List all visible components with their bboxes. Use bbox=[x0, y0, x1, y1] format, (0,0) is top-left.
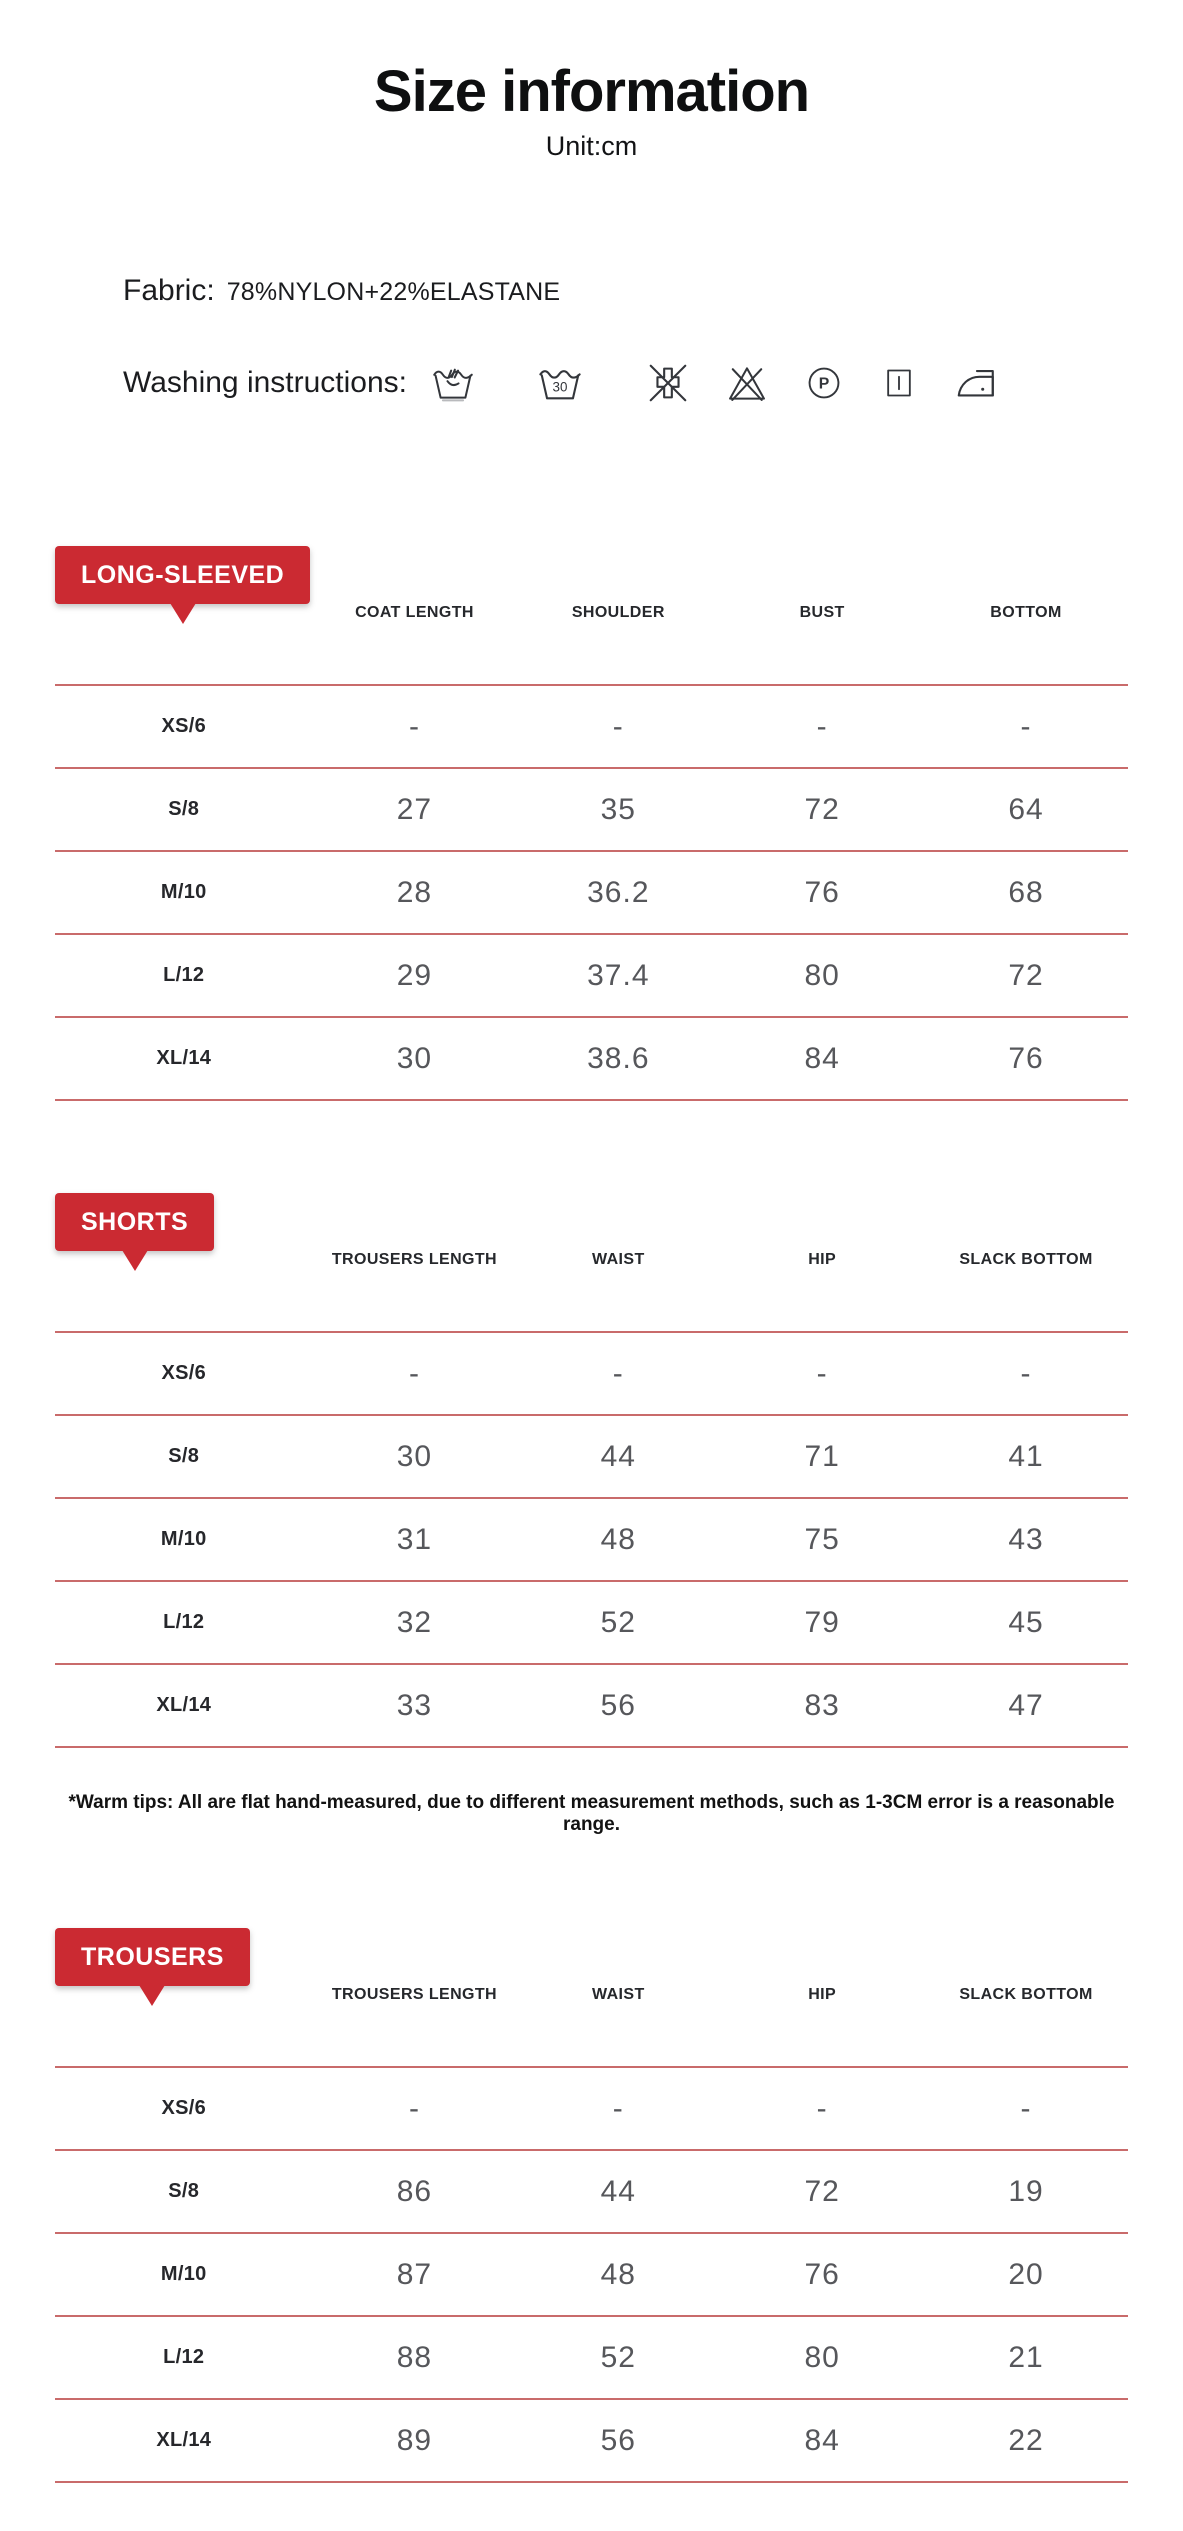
measurement-value: 21 bbox=[1008, 2340, 1044, 2374]
measurement-value: 84 bbox=[804, 2423, 840, 2457]
page-title: Size information bbox=[373, 59, 810, 124]
table-header bbox=[55, 1928, 1128, 2008]
measurement-value: 72 bbox=[1008, 958, 1044, 992]
column-header: SHOULDER bbox=[571, 604, 665, 621]
fabric-value: 78%NYLON+22%ELASTANE bbox=[226, 278, 561, 306]
size-label: XL/14 bbox=[156, 1047, 212, 1069]
table-row bbox=[55, 1497, 1128, 1580]
table-row bbox=[55, 1663, 1128, 1746]
measurement-value: - bbox=[816, 709, 828, 743]
size-label: XL/14 bbox=[156, 2429, 212, 2451]
column-header: HIP bbox=[808, 1986, 837, 2003]
table-body bbox=[55, 1331, 1128, 1748]
column-header: WAIST bbox=[591, 1986, 645, 2003]
section-ribbon-label: TROUSERS bbox=[81, 1943, 224, 1971]
measurement-value: 44 bbox=[600, 2174, 636, 2208]
unit-label: Unit:cm bbox=[545, 131, 638, 161]
table-body bbox=[55, 684, 1128, 1101]
measurement-value: 86 bbox=[396, 2174, 433, 2208]
measurement-value: 19 bbox=[1008, 2174, 1044, 2208]
measurement-value: 88 bbox=[396, 2340, 433, 2374]
measurement-value: - bbox=[612, 709, 624, 743]
measurement-value: 36.2 bbox=[587, 875, 650, 909]
column-header: WAIST bbox=[591, 1251, 645, 1268]
measurement-value: 48 bbox=[600, 1522, 636, 1556]
measurement-value: 43 bbox=[1008, 1522, 1044, 1556]
section-ribbon-label: LONG-SLEEVED bbox=[81, 561, 285, 589]
measurement-value: 30 bbox=[396, 1439, 433, 1473]
measurement-value: 37.4 bbox=[587, 958, 650, 992]
measurement-value: 52 bbox=[600, 1605, 636, 1639]
measurement-value: 76 bbox=[1008, 1041, 1044, 1075]
do-not-bleach-icon bbox=[725, 360, 769, 406]
measurement-value: 68 bbox=[1008, 875, 1044, 909]
measurement-value: - bbox=[816, 1356, 828, 1390]
size-label: M/10 bbox=[160, 881, 207, 903]
table-row bbox=[55, 684, 1128, 767]
table-row bbox=[55, 767, 1128, 850]
measurement-value: 29 bbox=[396, 958, 433, 992]
measurement-value: 44 bbox=[600, 1439, 636, 1473]
measurement-value: - bbox=[408, 2091, 420, 2125]
size-label: XS/6 bbox=[161, 715, 207, 737]
measurement-value: 56 bbox=[600, 1688, 636, 1722]
section-ribbon bbox=[55, 546, 310, 604]
table-row bbox=[55, 2066, 1128, 2149]
long-sleeved-size-table bbox=[55, 546, 1128, 1101]
column-header: HIP bbox=[808, 1251, 837, 1268]
measurement-value: - bbox=[1020, 1356, 1032, 1390]
table-row bbox=[55, 850, 1128, 933]
measurement-value: 41 bbox=[1008, 1439, 1044, 1473]
table-row bbox=[55, 2315, 1128, 2398]
ribbon-tail-icon bbox=[170, 603, 196, 624]
svg-text:P: P bbox=[818, 375, 830, 393]
column-header: SLACK BOTTOM bbox=[959, 1986, 1093, 2003]
measurement-value: 79 bbox=[804, 1605, 840, 1639]
measurement-value: 56 bbox=[600, 2423, 636, 2457]
measurement-value: - bbox=[1020, 2091, 1032, 2125]
measurement-value: 83 bbox=[804, 1688, 840, 1722]
measurement-value: 33 bbox=[396, 1688, 433, 1722]
washing-icons bbox=[431, 360, 999, 406]
measurement-value: 76 bbox=[804, 2257, 840, 2291]
measurement-value: 84 bbox=[804, 1041, 840, 1075]
size-label: L/12 bbox=[163, 964, 205, 986]
measurement-value: 35 bbox=[600, 792, 636, 826]
measurement-value: 87 bbox=[396, 2257, 433, 2291]
size-label: L/12 bbox=[163, 1611, 205, 1633]
section-ribbon bbox=[55, 1928, 250, 1986]
table-row bbox=[55, 933, 1128, 1016]
measurement-value: - bbox=[408, 709, 420, 743]
measurement-value: - bbox=[408, 1356, 420, 1390]
measurement-value: 28 bbox=[396, 875, 433, 909]
washing-instructions-row bbox=[55, 360, 1128, 406]
measurement-value: 31 bbox=[396, 1522, 433, 1556]
machine-wash-30-icon bbox=[537, 360, 583, 406]
dry-clean-p-icon bbox=[803, 360, 845, 406]
svg-text:30: 30 bbox=[552, 379, 568, 395]
measurement-value: 22 bbox=[1008, 2423, 1044, 2457]
size-label: S/8 bbox=[168, 1445, 200, 1467]
size-label: XS/6 bbox=[161, 1362, 207, 1384]
measurement-value: 89 bbox=[396, 2423, 433, 2457]
size-label: S/8 bbox=[168, 798, 200, 820]
size-label: M/10 bbox=[160, 1528, 207, 1550]
measurement-value: 80 bbox=[804, 958, 840, 992]
measurement-value: - bbox=[816, 2091, 828, 2125]
section-ribbon bbox=[55, 1193, 214, 1251]
table-row bbox=[55, 1414, 1128, 1497]
iron-low-icon bbox=[953, 360, 999, 406]
measurement-value: 64 bbox=[1008, 792, 1044, 826]
column-header: TROUSERS LENGTH bbox=[331, 1251, 497, 1268]
measurement-value: 47 bbox=[1008, 1688, 1044, 1722]
table-row bbox=[55, 1580, 1128, 1663]
measurement-value: 20 bbox=[1008, 2257, 1044, 2291]
line-dry-icon bbox=[879, 360, 919, 406]
ribbon-tail-icon bbox=[122, 1250, 148, 1271]
size-label: XL/14 bbox=[156, 1694, 212, 1716]
table-row bbox=[55, 2398, 1128, 2481]
measurement-value: 80 bbox=[804, 2340, 840, 2374]
column-header: SLACK BOTTOM bbox=[959, 1251, 1093, 1268]
trousers-size-table bbox=[55, 1928, 1128, 2483]
table-header bbox=[55, 546, 1128, 626]
ribbon-tail-icon bbox=[139, 1985, 165, 2006]
column-header: BUST bbox=[799, 604, 845, 621]
measurement-value: 27 bbox=[396, 792, 433, 826]
measurement-value: 75 bbox=[804, 1522, 840, 1556]
fabric-row bbox=[55, 274, 1128, 308]
measurement-value: 45 bbox=[1008, 1605, 1044, 1639]
do-not-wring-icon bbox=[645, 360, 691, 406]
table-row bbox=[55, 2149, 1128, 2232]
measurement-value: 72 bbox=[804, 2174, 840, 2208]
measurement-value: - bbox=[1020, 709, 1032, 743]
table-row bbox=[55, 2232, 1128, 2315]
size-label: S/8 bbox=[168, 2180, 200, 2202]
column-header: BOTTOM bbox=[990, 604, 1062, 621]
measurement-value: 48 bbox=[600, 2257, 636, 2291]
measurement-value: 52 bbox=[600, 2340, 636, 2374]
section-ribbon-label: SHORTS bbox=[81, 1208, 189, 1236]
table-row bbox=[55, 1016, 1128, 1099]
shorts-size-table bbox=[55, 1193, 1128, 1748]
column-header: COAT LENGTH bbox=[355, 604, 474, 621]
size-label: XS/6 bbox=[161, 2097, 207, 2119]
column-header: TROUSERS LENGTH bbox=[331, 1986, 497, 2003]
measurement-value: 32 bbox=[396, 1605, 433, 1639]
table-body bbox=[55, 2066, 1128, 2483]
size-label: M/10 bbox=[160, 2263, 207, 2285]
washing-instructions-label: Washing instructions: bbox=[123, 366, 408, 399]
table-row bbox=[55, 1331, 1128, 1414]
size-label: L/12 bbox=[163, 2346, 205, 2368]
measurement-value: 71 bbox=[804, 1439, 840, 1473]
hand-wash-icon bbox=[431, 360, 475, 406]
warm-tips-note: *Warm tips: All are flat hand-measured, due to different measurement methods, such as 1-3CM error is a reasonable range. bbox=[68, 1792, 1115, 1835]
measurement-value: 72 bbox=[804, 792, 840, 826]
fabric-label: Fabric: bbox=[123, 274, 215, 307]
measurement-value: 30 bbox=[396, 1041, 433, 1075]
measurement-value: - bbox=[612, 1356, 624, 1390]
measurement-value: - bbox=[612, 2091, 624, 2125]
measurement-value: 38.6 bbox=[587, 1041, 650, 1075]
table-header bbox=[55, 1193, 1128, 1273]
measurement-value: 76 bbox=[804, 875, 840, 909]
